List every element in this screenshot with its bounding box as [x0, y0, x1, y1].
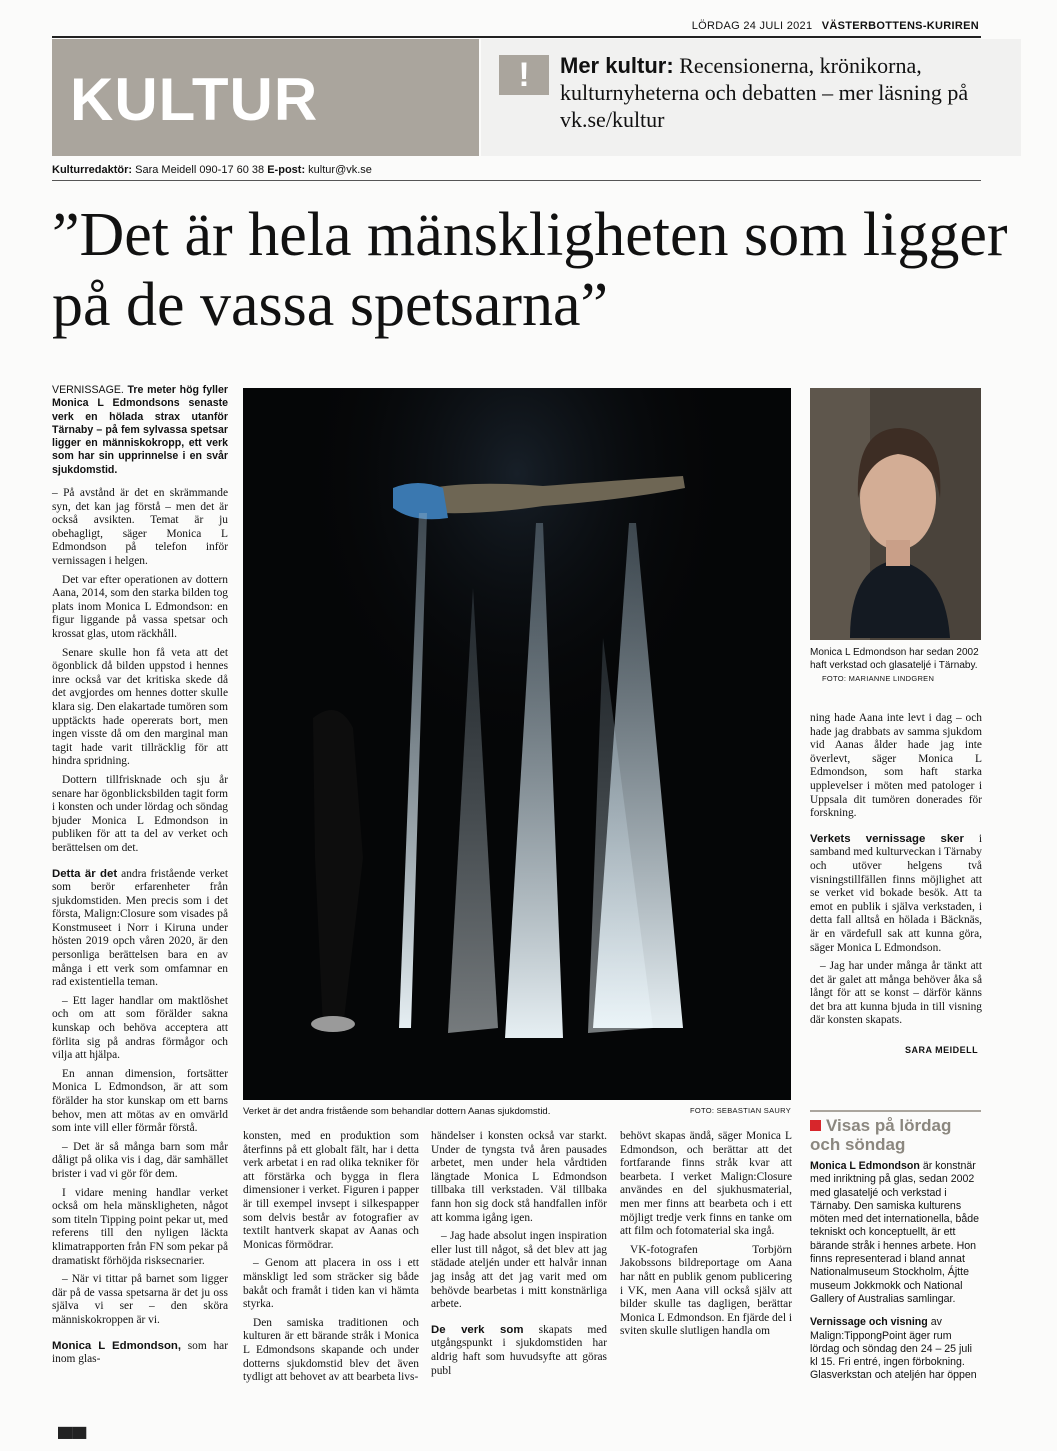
portrait-caption-text: Monica L Edmondson har sedan 2002 haft verkstad och glasateljé i Tärnaby. [810, 647, 979, 671]
caption-text: Verket är det andra fristående som behandlar dottern Aanas sjukdomstid. [243, 1106, 551, 1117]
paragraph: – På avstånd är det en skrämmande syn, det kan jag förstå – men det är också avsikten. Temat är ju obehagligt, säger Monica L Edmondson på telefon inför vernissagen i helgen. [52, 487, 228, 568]
runin: De verk som [431, 1323, 524, 1336]
portrait-credit: FOTO: MARIANNE LINDGREN [822, 674, 935, 683]
column-1 [52, 384, 228, 1372]
sculpture-image [243, 388, 791, 1100]
factbox-name: Monica L Edmondson [810, 1160, 920, 1172]
editor-email[interactable]: kultur@vk.se [305, 164, 372, 176]
tt-logo-icon: ▀▀ [58, 1428, 87, 1450]
factbox-rule [810, 1110, 981, 1112]
paragraph: – När vi tittar på barnet som ligger där på de vassa spetsarna är det ju oss själva vi ser – den sköra människokroppen är vi. [52, 1273, 228, 1326]
byline: SARA MEIDELL [905, 1045, 979, 1055]
paragraph: I vidare mening handlar verket också om hela mänskligheten, något som titeln Tipping point pekar ut, med referens till den nyligen läckta klimatrapporten från FN som pekar på dramatiskt förhöjda risksecnarier. [52, 1186, 228, 1267]
paragraph: – Genom att placera in oss i ett mänskligt led som sträcker sig både bakåt och framåt i tiden kan vi hämta styrka. [243, 1257, 419, 1311]
paragraph: De verk som skapats med utgångspunkt i sjukdomstiden har aldrig haft som huvudsyfte att göras publ [431, 1323, 607, 1377]
sculpture-photo [243, 388, 791, 1100]
runin: Detta är det [52, 867, 118, 880]
paragraph: Verkets vernissage sker i samband med kulturveckan i Tärnaby och utöver helgens två visningstillfällen finns möjlighet att se verket vid bokade besök. Att ta emot en publik i själva verkstaden, i detta fall alltså en hölada i Bäcknäs, är en värdefull sak att kunna göra, säger Monica L Edmondson. [810, 832, 983, 954]
paragraph: Dottern tillfrisknade och sju år senare har ögonblicksbilden tagit form i konsten och under lördag och söndag bjuder Monica L Edmondson in publiken för att ta del av verket och berättelsen om det. [52, 773, 228, 854]
paragraph: Detta är det andra fristående verket som berör erfarenheter från sjukdomstiden. Men precis som i det första, Malign:Closure som visades på Konstmuseet i Norr i Kiruna under hösten 2019 opch våren 2020, är den personliga berättelsen bara en av många i ett verk som omfamnar en rad existentiella teman. [52, 867, 228, 989]
paragraph: VK-fotografen Torbjörn Jakobssons bildreportage om Aana har nått en publik genom publicering i VK, men Aana vill också själv att bilder skulle tas dagligen, berättar Monica L Edmondson. En fjärde del i sviten skulle slutligen handla om [620, 1243, 792, 1338]
column-5 [810, 712, 982, 1033]
header-rule [52, 180, 981, 181]
paragraph: Monica L Edmondson, som har inom glas- [52, 1339, 228, 1366]
paragraph: konsten, med en produktion som återfinns på ett globalt fält, har i detta verk arbetat i en rad olika tekniker för att förstärka och bygga in flera dimensioner i verket. Figuren i papper är till exempel invsept i silkespapper som delvis består av fotografier av textilt hantverk skapat av Aanas och Monicas förmödrar. [243, 1130, 419, 1251]
paragraph: En annan dimension, fortsätter Monica L Edmondson, är att som förälder ha stor kunskap om ett barns behov, men att mötas av en omvärld som inte vill eller förmår förstå. [52, 1067, 228, 1135]
paragraph: – Jag har under många år tänkt att det är galet att många behöver åka så långt för att se konst – därför känns det bra att kunna bjuda in till visning där konsten skapats. [810, 960, 982, 1027]
lead [52, 384, 228, 477]
paragraph: – Det är så många barn som mår dåligt på olika vis i dag, där samhället brister i vad vi gör för dem. [52, 1140, 228, 1180]
dateline [692, 20, 979, 32]
paper-name: VÄSTERBOTTENS-KURIREN [821, 20, 979, 32]
paragraph: – Jag hade absolut ingen inspiration eller lust till något, så det blev att jag städade ateljén under ett halvår innan jag insåg att det jag varit med om behövde bearbetas i mitt konstnärliga arbete. [431, 1230, 607, 1311]
exclamation-icon: ! [499, 55, 549, 95]
paragraph: Den samiska traditionen och kulturen är ett bärande stråk i Monica L Edmondsons skapande och under dotterns sjukdomstid blev det även tydligt att behovet av att bearbeta livs- [243, 1316, 419, 1384]
promo-text [560, 52, 1000, 133]
editor-name: Sara Meidell 090-17 60 38 [132, 164, 268, 176]
promo-label: Mer kultur: [560, 53, 674, 78]
red-square-icon [810, 1120, 821, 1131]
paragraph: Det var efter operationen av dottern Aana, 2014, som den starka bilden tog plats inom Monica L Edmondson: en figur liggande på vassa spetsar och krossat glas, utom räckhåll. [52, 573, 228, 641]
column-4 [620, 1130, 792, 1344]
section-banner [52, 39, 479, 156]
runin: Monica L Edmondson, [52, 1339, 182, 1352]
photo-credit: FOTO: SEBASTIAN SAURY [689, 1106, 791, 1115]
column-3 [431, 1130, 607, 1383]
paragraph: händelser i konsten också var starkt. Under de tyngsta två åren pausades arbetet, men under hela vårdtiden längtade Monica L Edmondson tillbaka till verkstaden. Väl tillbaka fann hon sig dock stå handfallen inför att komma igång igen. [431, 1130, 607, 1224]
factbox-bio: Monica L Edmondson är konstnär med inriktning på glas, sedan 2002 med glasateljé och verkstad i Tärnaby. Den samiska kulturens möten med det internationella, både tekniskt och konceptuellt, är ett bärande stråk i hennes arbete. Hon finns representerad i bland annat Nationalmuseum Stockholm, Ájtte museum Jokkmokk och National Gallery of Australias samlingar. [810, 1160, 980, 1305]
factbox-body [810, 1160, 981, 1393]
issue-date: LÖRDAG 24 JULI 2021 [691, 20, 813, 32]
portrait-caption [810, 646, 981, 685]
editor-line [52, 164, 372, 176]
promo-body[interactable]: Recensionerna, krönikorna, kulturnyheterna och debatten – mer läsning på vk.se/kultur [560, 53, 969, 132]
factbox-title: Visas på lördag och söndag [810, 1116, 952, 1154]
runin: Verkets vernissage sker [810, 832, 964, 845]
email-label: E-post: [267, 164, 306, 176]
photo-caption [243, 1106, 791, 1117]
lead-kicker: VERNISSAGE. [52, 384, 124, 396]
paragraph: Senare skulle hon få veta att det ögonblick då bilden uppstod i hennes inre också var det kritiska skede då det avgjordes om hennes dotter skulle klara sig. Den elakartade tumören som upptäckts hade opererats bort, men ingen visste då om den marginal man tagit hade varit tillräcklig för att hindra spridning. [52, 646, 228, 768]
factbox-vernissage: Vernissage och visning av Malign:TippongPoint äger rum lördag och söndag den 24 – 25 juli kl 15. Fri entré, ingen förbokning. Glasverkstan och ateljén har öppen [810, 1316, 977, 1382]
top-rule [52, 36, 981, 38]
paragraph: – Ett lager handlar om maktlöshet och om att som förälder sakna kunskap och behöva acceptera att förlita sig på andras förmågor och vilja att hjälpa. [52, 994, 228, 1062]
paragraph: ning hade Aana inte levt i dag – och hade jag drabbats av samma sjukdom vid Aanas ålder hade jag inte överlevt, säger Monica L Edmondson, som haft starka upplevelser i möten med patologer i Uppsala dit tumören donerades för forskning. [810, 712, 982, 820]
headline: ”Det är hela mänskligheten som ligger på de vassa spetsarna” [52, 201, 1008, 339]
factbox-v-label: Vernissage och visning [810, 1316, 928, 1329]
portrait-image [810, 388, 981, 640]
paragraph: behövt skapas ändå, säger Monica L Edmondson, och berättar att det fortfarande finns stråk kvar att bearbeta. I verket Malign:Closure användes en del sjukhusmaterial, men mer finns att bearbeta och i ett möjligt tredje verk finns en tanke om att film och fotomaterial ska ingå. [620, 1130, 792, 1238]
portrait-photo [810, 388, 981, 640]
editor-role: Kulturredaktör: [52, 164, 133, 176]
lead-text: Tre meter hög fyller Monica L Edmondsons senaste verk en hölada strax utanför Tärnaby – på fem sylvassa spetsar ligger en människokropp, ett verk som har sin upprinnelse i en svår sjukdomstid. [52, 384, 228, 476]
column-2 [243, 1130, 419, 1390]
section-title: KULTUR [70, 66, 319, 133]
